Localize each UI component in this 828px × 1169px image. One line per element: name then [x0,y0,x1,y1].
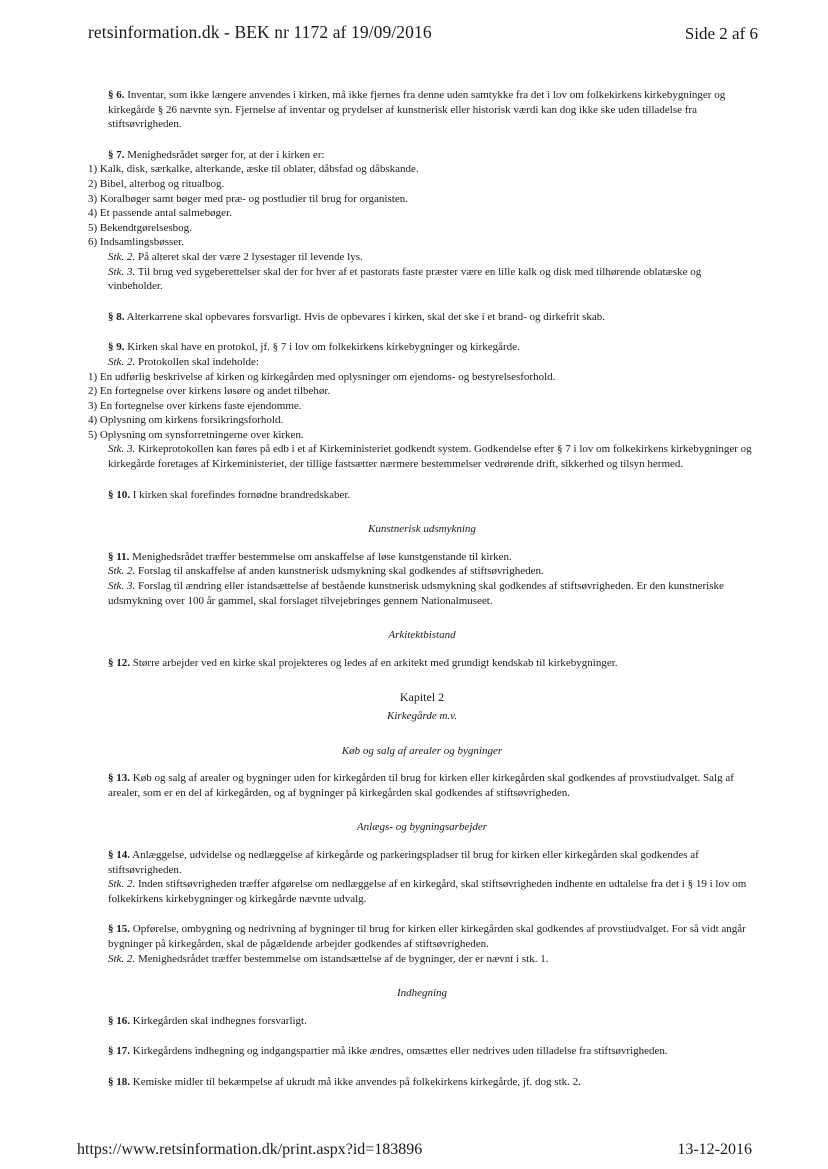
stk-label: Stk. 2. [108,250,136,263]
section-text: Kirken skal have en protokol, jf. § 7 i lov om folkekirkens kirkebygninger og kirkegårde. [124,341,520,354]
section-heading: Anlægs- og bygningsarbejder [356,821,488,834]
section-number: § 6. [108,89,125,101]
section-text: Alterkarrene skal opbevares forsvarligt. Hvis de opbevares i kirken, skal det ske i et brand- og dirkefrit skab. [124,310,605,323]
stk-15-2 [92,952,752,967]
paragraph-15 [92,922,752,951]
list-9 [88,370,752,443]
stk-label: Stk. 2. [108,878,136,891]
section-text: Køb og salg af arealer og bygninger uden for kirkegården til brug for kirken eller kirkegården skal godkendes af provstiudvalget. Salg af arealer, som er en del af kirkegården, og af bygninger på kirkegården skal godkendes af stiftsøvrigheden. [108,772,734,799]
section-heading: Arkitektbistand [388,629,456,642]
footer-date: 13-12-2016 [677,1141,752,1158]
section-number: § 14. [108,848,130,861]
footer-url: https://www.retsinformation.dk/print.aspx?id=183896 [77,1141,423,1158]
stk-7-3 [92,265,752,294]
stk-label: Stk. 3. [108,580,136,593]
stk-11-2 [92,564,752,579]
paragraph-16 [92,1014,752,1029]
section-number: § 7. [108,148,125,161]
list-item: 4) Et passende antal salmebøger. [88,207,232,220]
section-number: § 18. [108,1075,130,1088]
stk-label: Stk. 3. [108,265,136,278]
stk-text: På alteret skal der være 2 lysestager til levende lys. [135,250,363,263]
paragraph-17 [92,1044,752,1059]
list-item: 2) En fortegnelse over kirkens løsøre og andet tilbehør. [88,385,331,398]
section-number: § 10. [108,488,130,501]
section-heading: Indhegning [396,987,448,1000]
section-text: Kemiske midler til bekæmpelse af ukrudt må ikke anvendes på folkekirkens kirkegårde, jf. dog stk. 2. [130,1075,581,1088]
paragraph-9 [92,340,752,355]
stk-text: Forslag til ændring eller istandsættelse af bestående kunstnerisk udsmykning skal godkendes af stiftsøvrigheden. Er den kunstneriske udsmykning over 100 år gammel, skal forslaget tilvejebringes gennem Nationalmuseet. [108,580,724,607]
section-number: § 8. [108,310,125,323]
section-text: Inventar, som ikke længere anvendes i kirken, må ikke fjernes fra denne uden samtykke fra det i lov om folkekirkens kirkebygninger og kirkegårde § 26 nævnte syn. Fjernelse af inventar og prydelser af kunstnerisk eller historisk værdi kan dog ikke ske uden tilladelse fra stiftsøvrigheden. [108,89,726,131]
stk-label: Stk. 3. [108,443,136,456]
stk-9-2 [92,355,752,370]
stk-11-3 [92,579,752,608]
section-number: § 16. [108,1014,130,1027]
section-text: Kirkegården skal indhegnes forsvarligt. [130,1014,307,1027]
paragraph-10 [92,488,752,503]
section-number: § 9. [108,341,125,354]
chapter-title: Kirkegårde m.v. [387,710,457,722]
stk-text: Kirkeprotokollen kan føres på edb i et af Kirkeministeriet godkendt system. Godkendelse efter § 7 i lov om folkekirkens kirkebygninger og kirkegårde foretages af Kirkeministeriet, der tillige fastsætter nærmere bestemmelser vedrørende drift, sikkerhed og tilsyn hermed. [108,443,752,471]
paragraph-18 [92,1075,752,1090]
paragraph-14 [92,848,752,877]
stk-text: Til brug ved sygeberettelser skal der for hver af et pastorats faste præster være en lille kalk og disk med tilhørende oblatæske og vinbeholder. [108,265,702,293]
list-item: 2) Bibel, alterbog og ritualbog. [88,177,225,190]
document-header-title: retsinformation.dk - BEK nr 1172 af 19/09/2016 [88,22,432,42]
list-item: 1) Kalk, disk, særkalke, alterkande, æske til oblater, dåbsfad og dåbskande. [88,163,419,176]
section-text: Opførelse, ombygning og nedrivning af bygninger til brug for kirken eller kirkegården skal godkendes af provstiudvalget. For så vidt angår bygninger på kirkegården, skal de pågældende arbejder godkendes af stiftsøvrigheden. [108,923,746,950]
paragraph-6 [92,88,752,132]
list-item: 3) Koralbøger samt bøger med præ- og postludier til brug for organisten. [88,192,408,205]
section-heading: Køb og salg af arealer og bygninger [341,744,503,757]
document-body [88,88,752,1090]
paragraph-7 [92,148,752,163]
section-text: Anlæggelse, udvidelse og nedlæggelse af kirkegårde og parkeringspladser til brug for kirken eller kirkegården skal godkendes af stiftsøvrigheden. [108,848,699,876]
section-text: Større arbejder ved en kirke skal projekteres og ledes af en arkitekt med grundigt kendskab til kirkebygninger. [130,656,618,669]
section-heading: Kunstnerisk udsmykning [368,523,476,536]
page-number: Side 2 af 6 [684,24,758,43]
section-number: § 11. [108,550,130,563]
list-item: 4) Oplysning om kirkens forsikringsforhold. [88,414,284,427]
chapter-heading: Kapitel 2 [399,690,445,705]
stk-text: Forslag til anskaffelse af anden kunstnerisk udsmykning skal godkendes af stiftsøvrigheden. [135,565,544,578]
section-text: Kirkegårdens indhegning og indgangspartier må ikke ændres, omsættes eller nedrives uden tilladelse fra stiftsøvrigheden. [130,1045,668,1058]
stk-label: Stk. 2. [108,565,136,578]
stk-text: Menighedsrådet træffer bestemmelse om istandsættelse af de bygninger, der er nævnt i stk. 1. [135,952,549,965]
stk-text: Protokollen skal indeholde: [135,355,259,368]
section-number: § 15. [108,923,130,936]
list-item: 1) En udførlig beskrivelse af kirken og kirkegården med oplysninger om ejendoms- og bestyrelsesforhold. [88,370,556,383]
section-text: Menighedsrådet træffer bestemmelse om anskaffelse af løse kunstgenstande til kirken. [129,550,512,563]
stk-14-2 [92,877,752,906]
section-number: § 17. [108,1045,130,1058]
list-item: 5) Oplysning om synsforretningerne over kirken. [88,428,304,441]
list-7 [88,162,752,250]
list-item: 3) En fortegnelse over kirkens faste ejendomme. [88,399,302,412]
list-item: 5) Bekendtgørelsesbog. [88,221,192,234]
stk-7-2 [92,250,752,265]
paragraph-11 [92,550,752,565]
section-text: I kirken skal forefindes fornødne brandredskaber. [130,488,351,501]
section-number: § 13. [108,772,130,785]
stk-text: Inden stiftsøvrigheden træffer afgørelse om nedlæggelse af en kirkegård, skal stiftsøvrigheden indhente en udtalelse fra det i § 19 i lov om folkekirkens kirkebygninger og kirkegårde nævnte udvalg. [108,878,747,905]
stk-label: Stk. 2. [108,952,136,965]
stk-label: Stk. 2. [108,355,136,368]
paragraph-12 [92,656,752,671]
stk-9-3 [92,442,752,471]
list-item: 6) Indsamlingsbøsser. [88,236,184,249]
paragraph-13 [92,771,752,800]
section-text: Menighedsrådet sørger for, at der i kirken er: [124,148,325,161]
section-number: § 12. [108,656,130,669]
paragraph-8 [92,310,752,325]
